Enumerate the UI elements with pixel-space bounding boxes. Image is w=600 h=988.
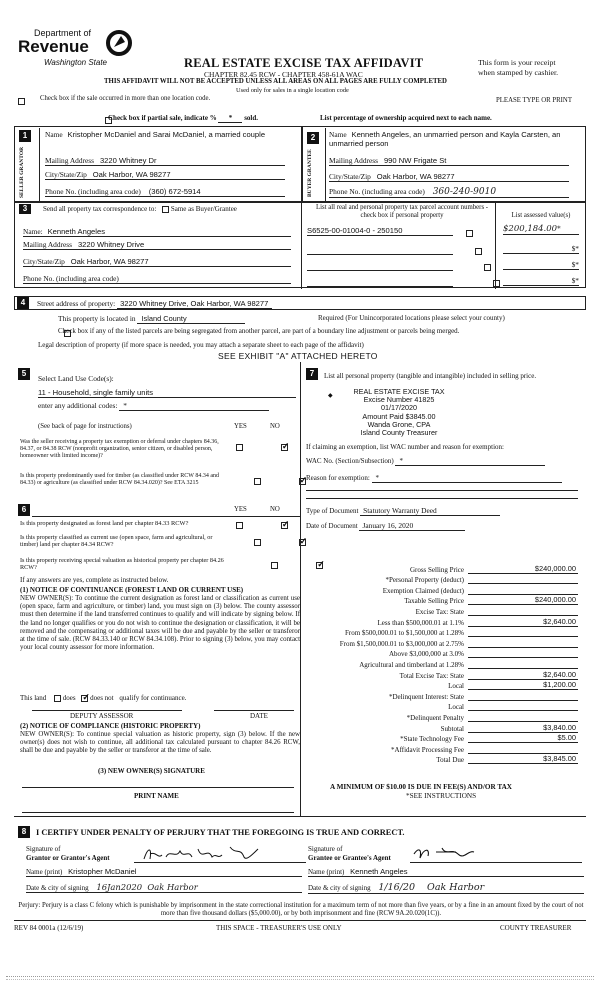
correspondence-name-value[interactable]: Kenneth Angeles <box>47 227 105 236</box>
same-as-buyer-checkbox[interactable] <box>162 206 169 213</box>
seller-name-value[interactable]: Kristopher McDaniel and Sarai McDaniel, a married couple <box>67 130 266 139</box>
assessed-2-dollar: $* <box>571 244 579 253</box>
correspondence-phone-label: Phone No. (including area code) <box>23 274 119 283</box>
does-label: does <box>62 694 76 702</box>
correspondence-city-value[interactable]: Oak Harbor, WA 98277 <box>70 257 149 266</box>
grantor-signature-label <box>26 845 110 862</box>
fee-value[interactable] <box>468 700 578 701</box>
grantor-date-label: Date & city of signing <box>26 884 89 892</box>
please-type: PLEASE TYPE OR PRINT <box>496 97 572 104</box>
parcel-row-4[interactable] <box>307 278 453 287</box>
fee-label: From $500,000.01 to $1,500,000 at 1.28% <box>345 629 464 638</box>
personal-property-section <box>300 368 586 822</box>
send-correspondence <box>43 205 237 213</box>
required-note: Required (For Unincorporated locations please select your county) <box>318 314 505 322</box>
stamp-line-6: Island County Treasurer <box>360 428 438 438</box>
seller-phone-label: Phone No. (including area code) <box>45 187 141 196</box>
grantor-date-row <box>26 882 302 893</box>
located-in-row <box>58 314 245 324</box>
fee-row <box>308 754 578 765</box>
buyer-name-label: Name <box>329 130 347 139</box>
buyer-name-row <box>329 130 583 148</box>
fee-label: Gross Selling Price <box>409 565 464 574</box>
grantee-name-label: Name (print) <box>308 868 345 876</box>
partial-sale-label <box>108 114 258 123</box>
correspondence-address-label: Mailing Address <box>23 240 73 249</box>
seller-name-label: Name <box>45 130 63 139</box>
fee-row <box>308 574 578 585</box>
grantee-sig-line2: Grantee or Grantee's Agent <box>308 853 391 862</box>
assessed-3-value[interactable] <box>503 260 579 270</box>
stamp-bullet-icon: ◆ <box>328 393 333 399</box>
seller-section <box>14 126 302 202</box>
notice-continuance-title: (1) NOTICE OF CONTINUANCE (FOREST LAND OR CURRENT USE) <box>20 586 244 594</box>
fee-label: Local <box>448 682 464 691</box>
historic-question: Is this property receiving special valuation as historical property per chapter 84.26 RCW? <box>20 557 224 572</box>
form-revision: REV 84 0001a (12/6/19) <box>14 924 84 932</box>
buyer-address-label: Mailing Address <box>329 156 379 165</box>
correspondence-name-label: Name: <box>23 227 43 236</box>
section-number-8: 8 <box>18 826 30 838</box>
does-not-label: does not <box>90 694 114 702</box>
parcel-row-1 <box>307 226 453 236</box>
assessed-4-dollar: $* <box>571 276 579 285</box>
grantor-name-label: Name (print) <box>26 868 63 876</box>
dor-logo <box>14 28 134 74</box>
buyer-section <box>302 126 586 202</box>
county-value[interactable]: Island County <box>137 314 245 324</box>
buyer-city-value[interactable]: Oak Harbor, WA 98277 <box>376 172 455 181</box>
doc-type-value[interactable]: Statutory Warranty Deed <box>360 506 500 516</box>
this-land-label: This land <box>20 694 47 702</box>
form-warning: THIS AFFIDAVIT WILL NOT BE ACCEPTED UNLESS ALL AREAS ON ALL PAGES ARE FULLY COMPLETED <box>104 78 447 85</box>
q6-2-yes-checkbox[interactable] <box>254 539 261 546</box>
fee-value[interactable] <box>468 636 578 637</box>
fee-row <box>308 627 578 638</box>
multi-location-label: Check box if the sale occurred in more than one location code. <box>40 95 211 102</box>
fee-row <box>308 743 578 754</box>
fee-value[interactable]: $3,845.00 <box>468 754 578 764</box>
notice-continuance-body: NEW OWNER(S): To continue the current designation as forest land or classification as current use (open space, farm and agriculture, or timber) land, you must sign on (3) below. The county assessor must then determine if the land transferred continues to qualify and will indicate by signing below. If the land no longer qualifies or you do not wish to continue the designation or classification, it will be removed and the compensating or additional taxes will be due and payable by the seller or transferor at the time of sale. (RCW 84.33.140 or RCW 84.34.108). Prior to signing (3) below, you may contact your local county assessor for more information. <box>20 595 300 652</box>
seller-city-row <box>45 170 285 180</box>
fee-value[interactable]: $3,840.00 <box>468 723 578 733</box>
doc-type-label: Type of Document <box>306 507 359 515</box>
section-number-6: 6 <box>18 504 30 516</box>
print-name-label: PRINT NAME <box>134 792 179 800</box>
seller-address-value[interactable]: 3220 Whitney Dr <box>99 156 157 165</box>
q5-1-yes-checkbox[interactable] <box>236 444 243 451</box>
doc-date-label: Date of Document <box>306 522 358 530</box>
fee-row <box>308 733 578 744</box>
buyer-address-value[interactable]: 990 NW Frigate St <box>383 156 447 165</box>
q5-1-no-checkbox[interactable] <box>281 444 288 451</box>
seller-side-label: SELLER GRANTOR <box>19 146 25 198</box>
street-address-value[interactable]: 3220 Whitney Drive, Oak Harbor, WA 98277 <box>117 299 272 309</box>
fee-label: *Personal Property (deduct) <box>385 576 464 585</box>
timber-question: Is this property predominantly used for timber (as classified under RCW 84.34 and 84.33) or agriculture (as classified under RCW 84.34.020)? See ETA 3215 <box>20 473 220 487</box>
buyer-side-label: BUYER GRANTEE <box>307 149 313 197</box>
wac-row <box>306 457 545 466</box>
receipt-note-line2: when stamped by cashier. <box>478 68 559 77</box>
wac-value[interactable]: * <box>395 457 545 466</box>
fee-row <box>308 722 578 733</box>
partial-sale-text: Check box if partial sale, indicate % <box>108 114 217 122</box>
fee-row <box>308 616 578 627</box>
additional-codes-row <box>38 401 269 411</box>
fee-row <box>308 605 578 616</box>
correspondence-name-row <box>23 227 291 237</box>
land-use-select[interactable] <box>38 388 296 398</box>
correspondence-address-row <box>23 240 291 250</box>
section-number-1: 1 <box>19 130 31 142</box>
grantee-signature-image <box>412 844 502 862</box>
fee-row <box>308 658 578 669</box>
if-yes-note: If any answers are yes, complete as instructed below. <box>20 576 169 584</box>
exhibit-reference: SEE EXHIBIT "A" ATTACHED HERETO <box>218 351 378 361</box>
yes-header: YES <box>234 423 247 430</box>
grantee-date-value[interactable]: 1/16/20 Oak Harbor <box>378 882 485 893</box>
q6-1-yes-checkbox[interactable] <box>236 522 243 529</box>
fee-row <box>308 680 578 691</box>
buyer-city-label: City/State/Zip <box>329 172 371 181</box>
see-instructions: *SEE INSTRUCTIONS <box>406 792 477 800</box>
reason-row <box>306 474 562 483</box>
fee-value[interactable]: $2,640.00 <box>468 670 578 680</box>
does-qualify-checkbox[interactable] <box>54 695 61 702</box>
fee-value[interactable]: $240,000.00 <box>468 595 578 605</box>
grantor-date-value[interactable]: 16Jan2020 Oak Harbor <box>96 882 198 892</box>
seller-city-label: City/State/Zip <box>45 170 87 179</box>
fee-label: Taxable Selling Price <box>404 597 464 606</box>
exemption-question: Was the seller receiving a property tax exemption or deferral under chapters 84.36, 84.37, or 84.38 RCW (nonprofit organization, senior citizen, or disabled person, homeowner with limited income)? <box>20 439 219 460</box>
does-not-qualify-checkbox[interactable] <box>81 695 88 702</box>
qualify-label: qualify for continuance. <box>119 694 187 702</box>
fee-label: Less than $500,000.01 at 1.1% <box>377 618 464 627</box>
correspondence-city-label: City/State/Zip <box>23 257 65 266</box>
grantee-date-row <box>308 882 584 894</box>
fee-label: *State Technology Fee <box>400 735 464 744</box>
single-location-note: Used only for sales in a single location code <box>236 87 349 94</box>
fee-row <box>308 584 578 595</box>
notice-compliance-body: NEW OWNER(S): To continue special valuation as historic property, sign (3) below. If the new owner(s) does not wish to continue, all additional tax calculated pursuant to chapter 84.26 RCW, shall be due and payable by the seller or transferor at the time of sale. <box>20 731 300 755</box>
stamp-line-3: 01/17/2020 <box>381 403 417 413</box>
section-number-7: 7 <box>306 368 318 380</box>
correspondence-phone-row <box>23 274 291 284</box>
continuance-row <box>20 694 186 702</box>
parcel-row-3[interactable] <box>307 262 453 271</box>
fee-row <box>308 563 578 574</box>
legal-description-label: Legal description of property (if more space is needed, you may attach a separate sheet to each page of the affidavit) <box>38 341 364 349</box>
buyer-city-row <box>329 172 569 182</box>
fee-row <box>308 648 578 659</box>
seller-phone-row <box>45 187 285 197</box>
additional-codes-value[interactable]: * <box>119 401 269 411</box>
correspondence-section <box>14 202 586 288</box>
fee-value[interactable]: $2,640.00 <box>468 617 578 627</box>
fee-row <box>308 711 578 722</box>
parcel-1-value[interactable]: S6525-00-01004-0 - 250150 <box>307 226 403 235</box>
form-chapter: CHAPTER 82.45 RCW - CHAPTER 458-61A WAC <box>204 70 363 79</box>
reason-value[interactable]: * <box>372 474 562 483</box>
doc-date-value[interactable]: January 16, 2020 <box>359 521 465 531</box>
parcel-1-personal-checkbox[interactable] <box>466 230 473 237</box>
wac-label: WAC No. (Section/Subsection) <box>306 457 394 465</box>
grantee-sig-line1: Signature of <box>308 845 343 853</box>
wa-seal-icon <box>106 30 132 56</box>
grantor-name-value[interactable]: Kristopher McDaniel <box>68 867 137 876</box>
perjury-statement: Perjury: Perjury is a class C felony which is punishable by imprisonment in the state correctional institution for a maximum term of not more than five years, or by a fine in an amount fixed by the court of not more than five thousand dollars ($5,000.00), or by both imprisonment and fine (RCW 9A.20.020(1C)). <box>18 902 584 918</box>
deputy-assessor-label: DEPUTY ASSESSOR <box>70 712 134 720</box>
multi-location-checkbox[interactable] <box>18 98 25 105</box>
buyer-phone-value[interactable]: 360-240-9010 <box>432 187 497 197</box>
new-owner-signature-line[interactable] <box>22 787 294 788</box>
grantee-date-label: Date & city of signing <box>308 884 371 892</box>
partial-pct-field[interactable]: * <box>218 114 242 123</box>
exemption-label: If claiming an exemption, list WAC number and reason for exemption: <box>306 443 504 451</box>
section-number-5: 5 <box>18 368 30 380</box>
county-treasurer-label: COUNTY TREASURER <box>500 924 572 932</box>
list-pct-note: List percentage of ownership acquired next to each name. <box>320 114 492 122</box>
fee-value[interactable] <box>468 657 578 658</box>
treasurer-use-only: THIS SPACE - TREASURER'S USE ONLY <box>216 924 342 932</box>
same-as-buyer-label: Same as Buyer/Grantee <box>170 205 237 213</box>
new-owner-signature-label: (3) NEW OWNER(S) SIGNATURE <box>98 767 205 775</box>
grantor-sig-line2: Grantor or Grantor's Agent <box>26 853 110 862</box>
fee-label: Excise Tax: State <box>415 607 464 616</box>
personal-property-label: List all personal property (tangible and intangible) included in selling price. <box>324 372 537 380</box>
print-name-line[interactable] <box>22 812 294 813</box>
receipt-note-line1: This form is your receipt <box>478 58 556 67</box>
q6-3-yes-checkbox[interactable] <box>271 562 278 569</box>
parcel-2-personal-checkbox[interactable] <box>475 248 482 255</box>
fee-value[interactable] <box>468 647 578 648</box>
logo-revenue: Revenue <box>18 37 89 56</box>
land-use-value: 11 - Household, single family units <box>38 388 154 397</box>
fee-table <box>308 563 578 764</box>
seller-name-row <box>45 130 299 139</box>
fee-value[interactable]: $240,000.00 <box>468 564 578 574</box>
stamp-line-2: Excise Number 41825 <box>363 395 435 405</box>
fee-label: Total Due <box>436 756 464 765</box>
seller-phone-value[interactable]: (360) 672-5914 <box>148 187 201 196</box>
q6-1-no-checkbox[interactable] <box>281 522 288 529</box>
fee-label: Exemption Claimed (deduct) <box>382 586 464 595</box>
logo-dept-line: Department of <box>34 28 92 38</box>
forest-land-section <box>14 502 300 822</box>
minimum-fee-note: A MINIMUM OF $10.00 IS DUE IN FEE(S) AND/OR TAX <box>330 783 512 791</box>
fee-label: *Delinquent Penalty <box>406 713 464 722</box>
grantee-signature-label <box>308 845 391 862</box>
forest-question: Is this property designated as forest land per chapter 84.33 RCW? <box>20 520 189 527</box>
send-correspondence-label: Send all property tax correspondence to: <box>43 205 157 213</box>
street-address-row <box>37 299 272 308</box>
fee-label: Above $3,000,000 at 3.0% <box>388 650 464 659</box>
land-use-section <box>14 368 300 502</box>
parcel-row-2[interactable] <box>307 246 453 255</box>
partial-sold-text: sold. <box>244 114 259 122</box>
no-header-6: NO <box>270 506 280 513</box>
certify-statement: I CERTIFY UNDER PENALTY OF PERJURY THAT THE FOREGOING IS TRUE AND CORRECT. <box>36 828 405 837</box>
fee-value[interactable] <box>468 710 578 711</box>
correspondence-address-value[interactable]: 3220 Whitney Drive <box>77 240 145 249</box>
see-back-note: (See back of page for instructions) <box>38 423 132 430</box>
grantor-signature-image <box>142 845 262 863</box>
assessed-1-value: $200,184.00* <box>503 224 579 235</box>
fee-label: From $1,500,000.01 to $3,000,000 at 2.75% <box>339 639 464 648</box>
doc-date-row <box>306 521 465 531</box>
assessed-3-dollar: $* <box>571 260 579 269</box>
assessed-header: List assessed value(s) <box>511 212 571 219</box>
fee-label: *Affidavit Processing Fee <box>391 745 464 754</box>
section-number-2: 2 <box>307 132 319 144</box>
fee-label: Agricultural and timberland at 1.28% <box>359 660 464 669</box>
fee-label: Total Excise Tax: State <box>399 671 464 680</box>
stamp-line-4: Amount Paid $3845.00 <box>362 411 436 421</box>
fee-label: *Delinquent Interest: State <box>388 692 464 701</box>
grantor-sig-line1: Signature of <box>26 845 61 853</box>
excise-stamp <box>328 387 464 438</box>
fee-row <box>308 637 578 648</box>
fee-value[interactable]: $5.00 <box>468 733 578 743</box>
street-address-label: Street address of property: <box>37 299 116 308</box>
grantee-name-value[interactable]: Kenneth Angeles <box>350 867 408 876</box>
grantee-name-row <box>308 867 584 877</box>
certification-section <box>14 826 586 902</box>
fee-label: Local <box>448 703 464 712</box>
segregated-label: Check box if any of the listed parcels are being segregated from another parcel, are part of a boundary line adjustment or parcels being merged. <box>58 327 460 335</box>
assessed-2-value[interactable] <box>503 244 579 254</box>
fee-value[interactable] <box>468 583 578 584</box>
buyer-address-row <box>329 156 569 166</box>
yes-header-6: YES <box>234 506 247 513</box>
stamp-line-1: REAL ESTATE EXCISE TAX <box>353 387 445 396</box>
seller-address-label: Mailing Address <box>45 156 95 165</box>
assessed-4-value[interactable] <box>503 276 579 286</box>
additional-codes-label: enter any additional codes: <box>38 401 118 410</box>
section-number-3: 3 <box>19 204 31 214</box>
seller-address-row <box>45 156 285 166</box>
buyer-phone-row <box>329 187 569 198</box>
seller-city-value[interactable]: Oak Harbor, WA 98277 <box>92 170 171 179</box>
fee-row <box>308 595 578 606</box>
no-header: NO <box>270 423 280 430</box>
form-title: REAL ESTATE EXCISE TAX AFFIDAVIT <box>184 56 424 70</box>
stamp-line-5: Wanda Grone, CPA <box>367 419 431 429</box>
scan-noise-bar <box>6 976 594 980</box>
grantee-signature-field[interactable] <box>410 848 582 863</box>
assessed-1-amount[interactable]: $200,184.00 <box>503 224 558 234</box>
fee-value[interactable]: $1,200.00 <box>468 680 578 690</box>
fee-row <box>308 701 578 712</box>
buyer-phone-label: Phone No. (including area code) <box>329 187 425 196</box>
section-number-4: 4 <box>17 297 29 309</box>
grantor-signature-field[interactable] <box>134 848 306 863</box>
fee-row <box>308 669 578 680</box>
located-in-label: This property is located in <box>58 314 136 323</box>
q5-2-yes-checkbox[interactable] <box>254 478 261 485</box>
doc-type-row <box>306 506 500 516</box>
correspondence-city-row <box>23 257 291 267</box>
deputy-date-label: DATE <box>250 712 268 720</box>
grantor-name-row <box>26 867 302 877</box>
reason-label: Reason for exemption: <box>306 474 370 482</box>
property-location-section <box>14 296 586 310</box>
parcel-4-personal-checkbox[interactable] <box>493 280 500 287</box>
fee-label: Subtotal <box>440 724 464 733</box>
parcel-3-personal-checkbox[interactable] <box>484 264 491 271</box>
notice-compliance-title: (2) NOTICE OF COMPLIANCE (HISTORIC PROPERTY) <box>20 722 201 730</box>
logo-state: Washington State <box>44 58 108 67</box>
fee-row <box>308 690 578 701</box>
buyer-name-value[interactable]: Kenneth Angeles, an unmarried person and Kayla Carsten, an unmarried person <box>329 130 561 148</box>
current-use-question: Is this property classified as current use (open space, farm and agricultural, or timber) land per chapter 84.34 RCW? <box>20 534 213 549</box>
parcel-header: List all real and personal property tax parcel account numbers - check box if personal property <box>315 204 489 219</box>
land-use-label: Select Land Use Code(s): <box>38 374 114 383</box>
receipt-note <box>478 58 558 78</box>
